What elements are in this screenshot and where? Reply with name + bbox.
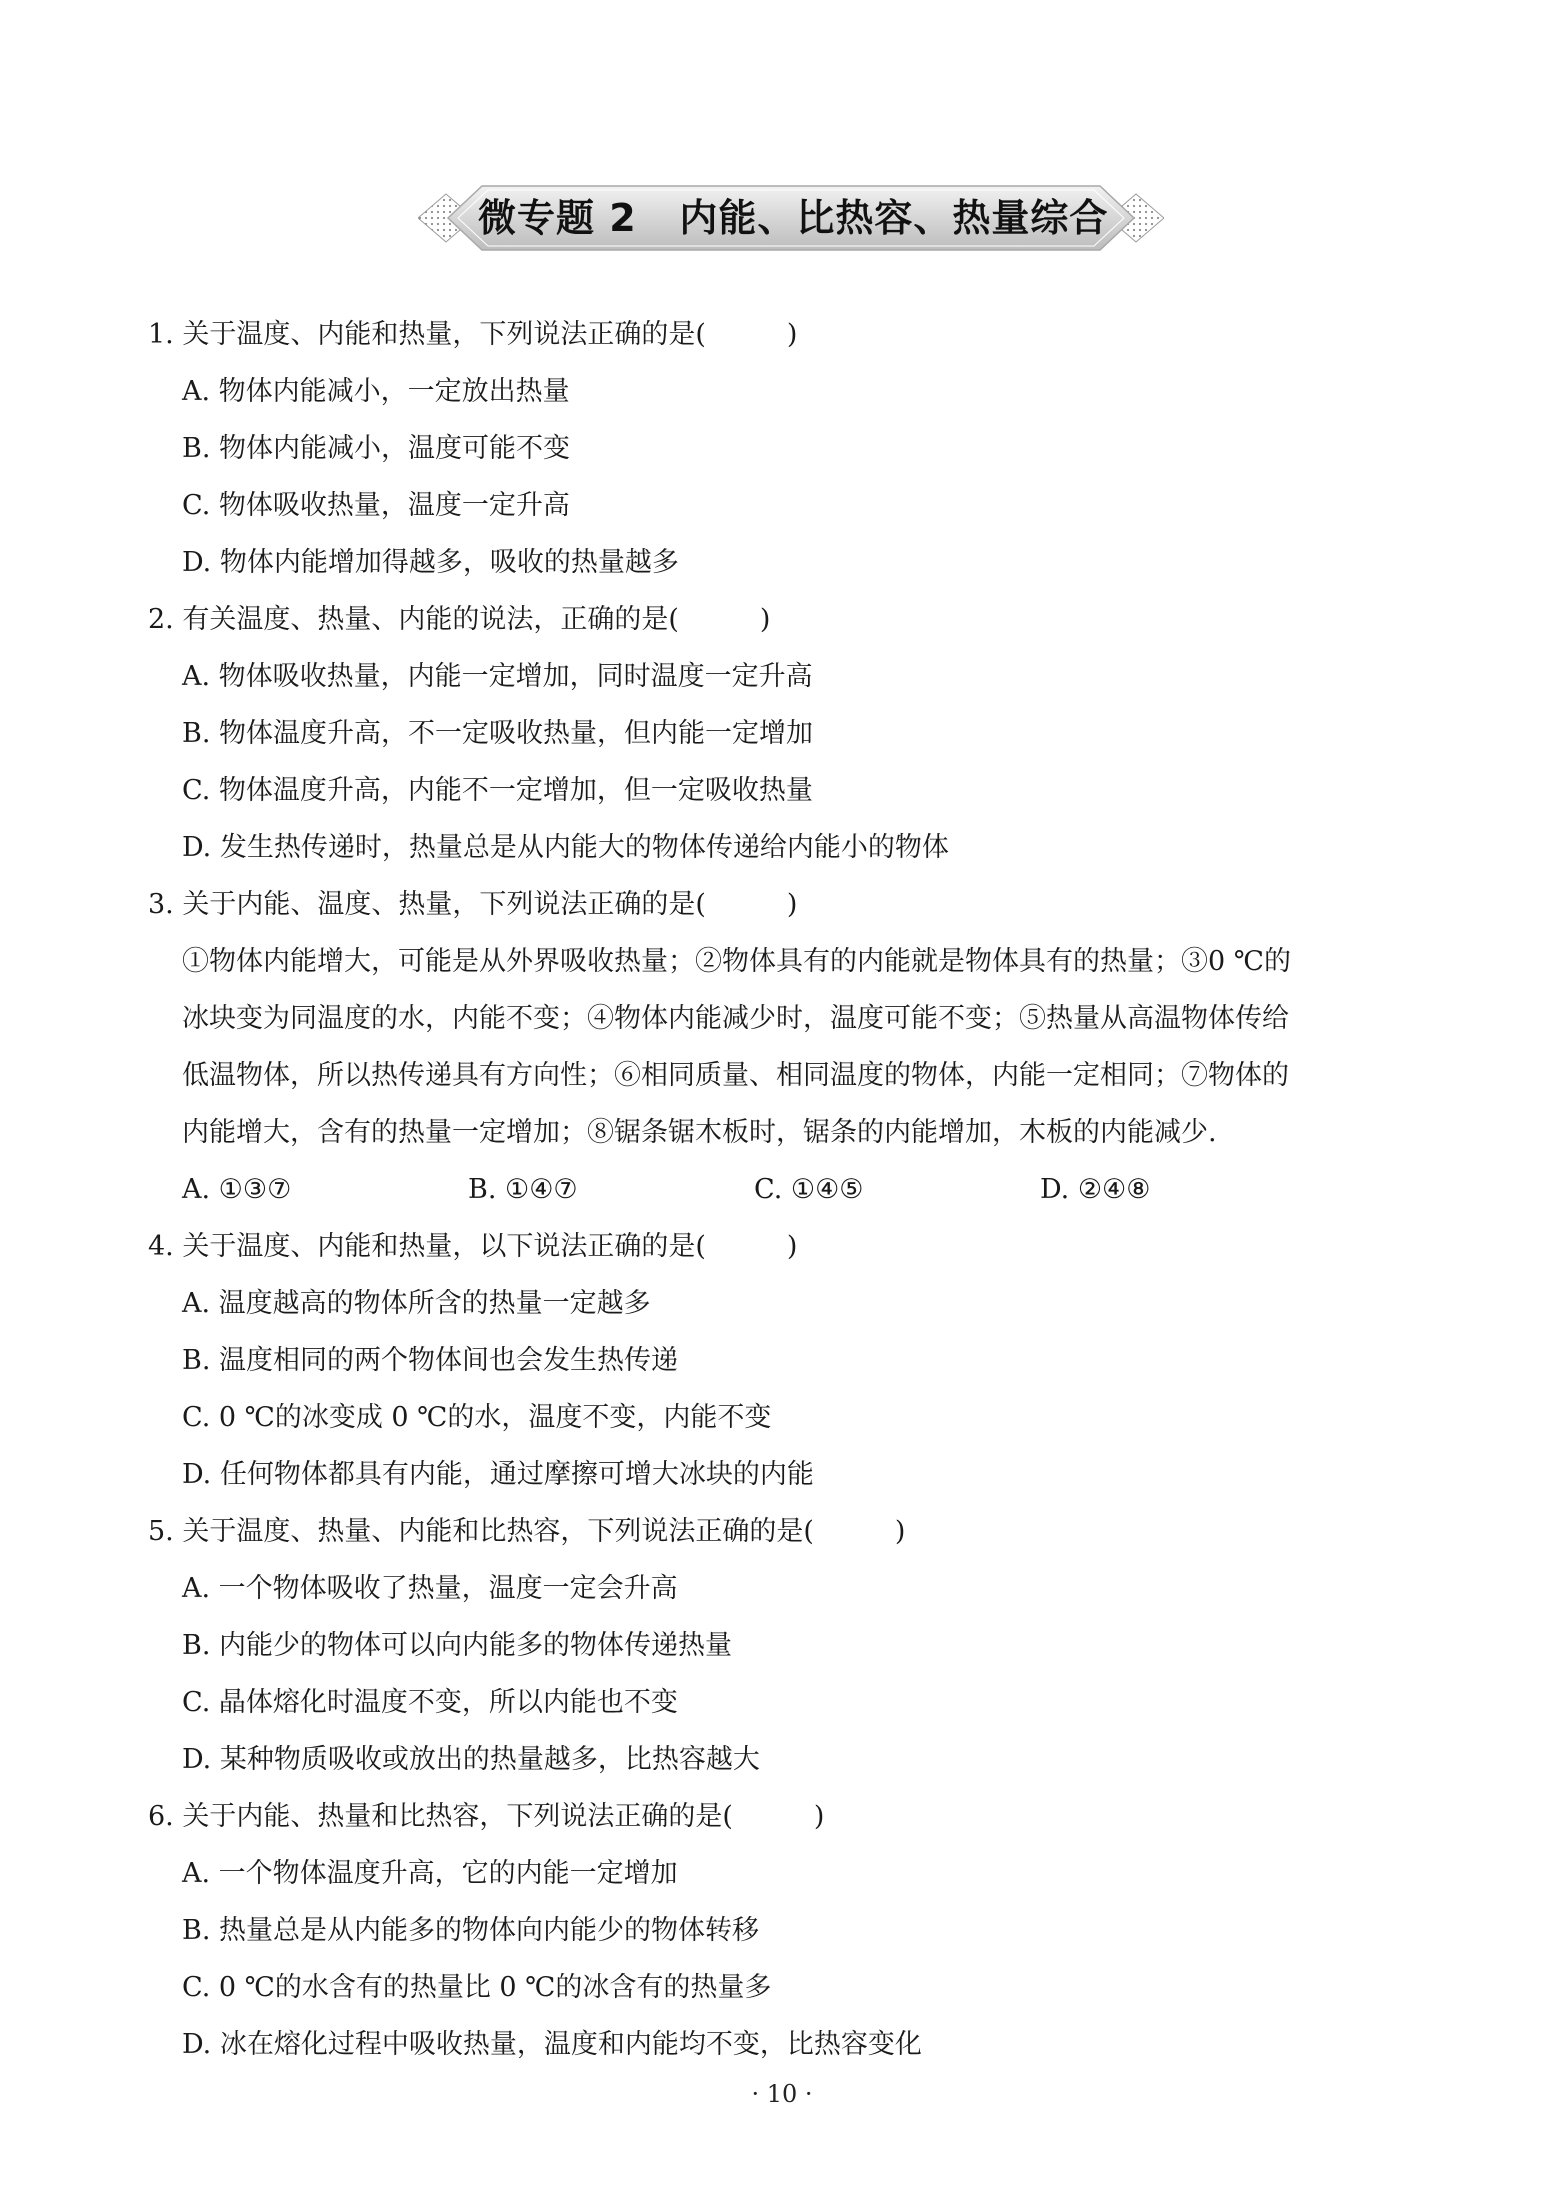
option-c: C. 物体温度升高，内能不一定增加，但一定吸收热量 bbox=[182, 775, 813, 806]
question-list bbox=[148, 306, 1438, 2073]
question-stem: 2. 有关温度、热量、内能的说法，正确的是( ) bbox=[148, 604, 771, 635]
option-b: B. 物体内能减小，温度可能不变 bbox=[182, 433, 571, 464]
statement-line: 低温物体，所以热传递具有方向性；⑥相同质量、相同温度的物体，内能一定相同；⑦物体的 bbox=[182, 1060, 1289, 1091]
option-c: C. ①④⑤ bbox=[754, 1174, 864, 1205]
option-a: A. 温度越高的物体所含的热量一定越多 bbox=[182, 1288, 651, 1319]
question-1 bbox=[148, 306, 1438, 591]
option-b: B. 热量总是从内能多的物体向内能少的物体转移 bbox=[182, 1915, 760, 1946]
question-stem: 1. 关于温度、内能和热量，下列说法正确的是( ) bbox=[148, 319, 798, 350]
question-stem: 6. 关于内能、热量和比热容，下列说法正确的是( ) bbox=[148, 1801, 825, 1832]
option-b: B. ①④⑦ bbox=[468, 1174, 578, 1205]
option-d: D. 发生热传递时，热量总是从内能大的物体传递给内能小的物体 bbox=[182, 832, 949, 863]
option-d: D. 冰在熔化过程中吸收热量，温度和内能均不变，比热容变化 bbox=[182, 2029, 922, 2060]
option-a: A. 一个物体吸收了热量，温度一定会升高 bbox=[182, 1573, 678, 1604]
option-b: B. 内能少的物体可以向内能多的物体传递热量 bbox=[182, 1630, 733, 1661]
option-a: A. ①③⑦ bbox=[182, 1174, 292, 1205]
option-d: D. 某种物质吸收或放出的热量越多，比热容越大 bbox=[182, 1744, 760, 1775]
option-c: C. 0 ℃的冰变成 0 ℃的水，温度不变，内能不变 bbox=[182, 1402, 772, 1433]
statement-line: ①物体内能增大，可能是从外界吸收热量；②物体具有的内能就是物体具有的热量；③0 ℃的 bbox=[182, 946, 1291, 977]
question-5 bbox=[148, 1503, 1438, 1788]
question-2 bbox=[148, 591, 1438, 876]
option-a: A. 物体吸收热量，内能一定增加，同时温度一定升高 bbox=[182, 661, 813, 692]
question-3 bbox=[148, 876, 1438, 1218]
option-d: D. 任何物体都具有内能，通过摩擦可增大冰块的内能 bbox=[182, 1459, 814, 1490]
option-b: B. 物体温度升高，不一定吸收热量，但内能一定增加 bbox=[182, 718, 814, 749]
question-stem: 5. 关于温度、热量、内能和比热容，下列说法正确的是( ) bbox=[148, 1516, 906, 1547]
statement-line: 内能增大，含有的热量一定增加；⑧锯条锯木板时，锯条的内能增加，木板的内能减少. bbox=[182, 1117, 1217, 1148]
section-banner bbox=[418, 180, 1164, 256]
option-c: C. 晶体熔化时温度不变，所以内能也不变 bbox=[182, 1687, 678, 1718]
page-number: · 10 · bbox=[751, 2080, 813, 2108]
question-4 bbox=[148, 1218, 1438, 1503]
option-c: C. 0 ℃的水含有的热量比 0 ℃的冰含有的热量多 bbox=[182, 1972, 772, 2003]
option-d: D. 物体内能增加得越多，吸收的热量越多 bbox=[182, 547, 679, 578]
option-d: D. ②④⑧ bbox=[1040, 1174, 1151, 1205]
option-c: C. 物体吸收热量，温度一定升高 bbox=[182, 490, 570, 521]
option-a: A. 一个物体温度升高，它的内能一定增加 bbox=[182, 1858, 678, 1889]
question-stem: 3. 关于内能、温度、热量，下列说法正确的是( ) bbox=[148, 889, 798, 920]
question-6 bbox=[148, 1788, 1438, 2073]
option-a: A. 物体内能减小，一定放出热量 bbox=[182, 376, 570, 407]
option-b: B. 温度相同的两个物体间也会发生热传递 bbox=[182, 1345, 679, 1376]
statement-line: 冰块变为同温度的水，内能不变；④物体内能减少时，温度可能不变；⑤热量从高温物体传给 bbox=[182, 1003, 1289, 1034]
question-stem: 4. 关于温度、内能和热量，以下说法正确的是( ) bbox=[148, 1231, 798, 1262]
option-row bbox=[148, 1161, 1438, 1218]
page-title: 微专题 2 内能、比热容、热量综合 bbox=[478, 196, 1109, 240]
